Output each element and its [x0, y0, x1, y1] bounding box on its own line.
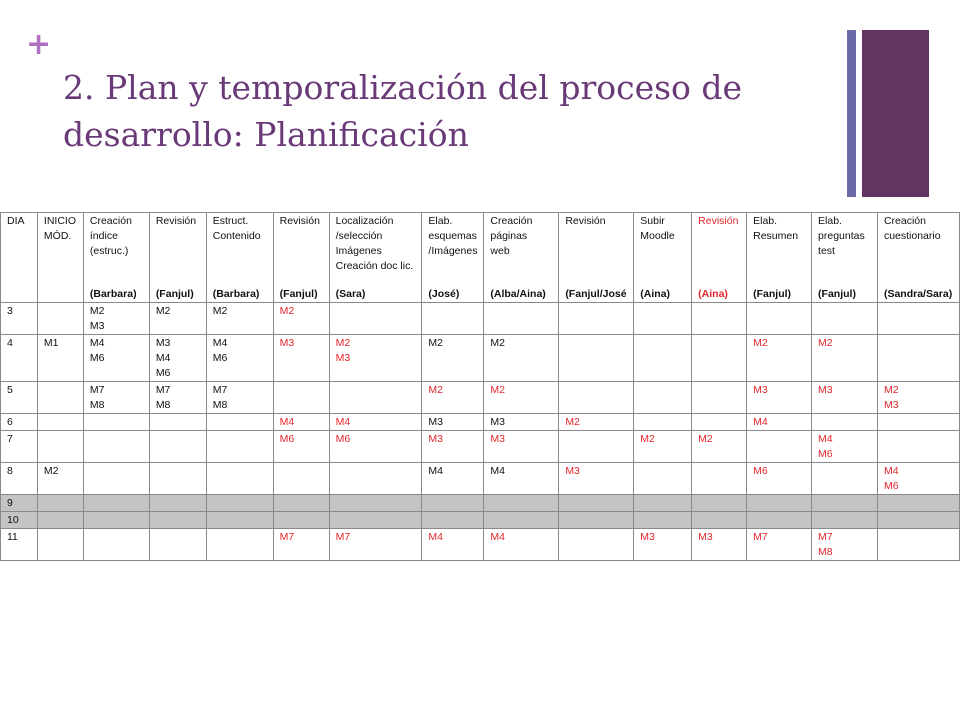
header-assignee: (Fanjul) — [279, 288, 318, 300]
table-cell — [559, 495, 634, 512]
table-cell — [692, 495, 747, 512]
table-cell — [747, 495, 812, 512]
day-cell: 9 — [1, 495, 38, 512]
header-assignee: (Barbara) — [89, 288, 137, 300]
table-cell — [692, 382, 747, 414]
table-cell — [812, 382, 878, 414]
table-cell — [559, 431, 634, 463]
table-cell — [747, 335, 812, 382]
module-label: M7 — [335, 531, 351, 543]
table-cell — [149, 463, 206, 495]
table-cell — [692, 303, 747, 335]
table-cell — [83, 512, 149, 529]
column-header — [83, 213, 149, 303]
column-header — [559, 213, 634, 303]
module-label: M2 — [490, 337, 505, 349]
table-cell — [877, 335, 959, 382]
table-cell — [812, 512, 878, 529]
table-cell — [877, 303, 959, 335]
table-cell — [83, 463, 149, 495]
module-label: M3 — [428, 416, 444, 428]
table-cell — [83, 529, 149, 561]
module-label: M3 — [490, 433, 505, 445]
table-cell — [329, 335, 422, 382]
column-header — [877, 213, 959, 303]
slide-title: 2. Plan y temporalización del proceso de desarrollo: Planificación — [63, 68, 743, 154]
header-text: /selección — [335, 230, 383, 242]
module-label: M6 — [155, 367, 171, 379]
table-cell — [273, 335, 329, 382]
module-label: M7 — [279, 531, 295, 543]
table-cell — [83, 335, 149, 382]
table-cell — [812, 335, 878, 382]
module-label: M4 — [428, 531, 444, 543]
table-cell — [329, 431, 422, 463]
table-cell — [877, 512, 959, 529]
table-cell — [37, 303, 83, 335]
table-cell — [747, 382, 812, 414]
module-label: M2 — [335, 337, 351, 349]
header-assignee: (Fanjul/José — [565, 288, 627, 300]
table-cell — [634, 529, 692, 561]
module-label: M3 — [883, 399, 899, 411]
table-cell — [149, 495, 206, 512]
header-text: Moodle — [640, 230, 675, 242]
table-cell — [422, 303, 484, 335]
table-cell — [747, 512, 812, 529]
header-assignee: (Fanjul) — [753, 288, 792, 300]
day-cell: 10 — [1, 512, 38, 529]
header-row — [1, 213, 960, 303]
header-assignee: (Sandra/Sara) — [883, 288, 953, 300]
header-assignee: (Fanjul) — [818, 288, 856, 300]
header-text: cuestionario — [883, 230, 941, 242]
header-text: Creación — [490, 215, 533, 227]
table-cell — [422, 463, 484, 495]
module-label: M3 — [818, 384, 833, 396]
table-cell — [329, 414, 422, 431]
table-cell — [206, 512, 273, 529]
table-cell — [634, 414, 692, 431]
table-cell — [149, 414, 206, 431]
module-label: M4 — [490, 531, 505, 543]
header-text: Resumen — [753, 230, 799, 242]
column-header — [747, 213, 812, 303]
column-header — [273, 213, 329, 303]
header-assignee: (Sara) — [335, 288, 366, 300]
module-label: M3 — [698, 531, 713, 543]
table-cell — [37, 512, 83, 529]
table-cell — [422, 431, 484, 463]
day-cell: 5 — [1, 382, 38, 414]
table-cell — [206, 303, 273, 335]
header-text: Revisión — [155, 215, 197, 227]
column-header — [1, 213, 38, 303]
header-text: Subir — [640, 215, 665, 227]
module-label: M8 — [212, 399, 228, 411]
table-cell — [634, 463, 692, 495]
module-label: M6 — [335, 433, 351, 445]
table-cell — [83, 414, 149, 431]
module-label: M6 — [818, 448, 833, 460]
table-cell — [273, 414, 329, 431]
module-label: M3 — [155, 337, 171, 349]
table-cell — [812, 495, 878, 512]
module-label: M3 — [428, 433, 444, 445]
plus-icon: + — [26, 27, 52, 62]
table-row — [1, 431, 960, 463]
module-label: M7 — [818, 531, 833, 543]
table-cell — [37, 335, 83, 382]
column-header — [812, 213, 878, 303]
table-row — [1, 303, 960, 335]
module-label: M3 — [89, 320, 105, 332]
module-label: M7 — [155, 384, 171, 396]
decorative-bar-thick — [862, 30, 929, 197]
module-label: M4 — [212, 337, 228, 349]
module-label: M2 — [428, 337, 444, 349]
table-cell — [329, 529, 422, 561]
table-cell — [206, 529, 273, 561]
table-cell — [273, 529, 329, 561]
day-cell: 8 — [1, 463, 38, 495]
table-cell — [149, 512, 206, 529]
header-text: Creación — [89, 215, 132, 227]
table-cell — [484, 431, 559, 463]
module-label: M8 — [89, 399, 105, 411]
column-header — [37, 213, 83, 303]
table-cell — [422, 382, 484, 414]
table-cell — [484, 529, 559, 561]
table-cell — [206, 414, 273, 431]
module-label: M4 — [818, 433, 833, 445]
header-text: Contenido — [212, 230, 261, 242]
header-text: MÓD. — [43, 230, 72, 242]
table-cell — [747, 463, 812, 495]
module-label: M2 — [698, 433, 713, 445]
table-cell — [422, 414, 484, 431]
table-cell — [559, 303, 634, 335]
table-cell — [273, 495, 329, 512]
day-cell: 6 — [1, 414, 38, 431]
table-cell — [634, 303, 692, 335]
module-label: M3 — [640, 531, 655, 543]
table-cell — [559, 335, 634, 382]
module-label: M2 — [753, 337, 768, 349]
header-text: (estruc.) — [89, 245, 129, 257]
header-text: Estruct. — [212, 215, 249, 227]
table-cell — [692, 431, 747, 463]
module-label: M2 — [43, 465, 59, 477]
table-cell — [37, 463, 83, 495]
module-label: M7 — [753, 531, 768, 543]
header-text: Imágenes — [335, 245, 382, 257]
table-cell — [559, 382, 634, 414]
module-label: M4 — [155, 352, 171, 364]
table-cell — [747, 529, 812, 561]
module-label: M4 — [883, 465, 899, 477]
table-cell — [559, 512, 634, 529]
table-cell — [747, 303, 812, 335]
module-label: M2 — [883, 384, 899, 396]
column-header — [329, 213, 422, 303]
header-text: Revisión — [698, 215, 739, 227]
table-cell — [747, 414, 812, 431]
module-label: M4 — [335, 416, 351, 428]
module-label: M6 — [883, 480, 899, 492]
header-assignee: (José) — [428, 288, 460, 300]
header-text: Creación doc lic. — [335, 260, 414, 272]
table-cell — [877, 529, 959, 561]
table-cell — [149, 335, 206, 382]
header-text: Localización — [335, 215, 394, 227]
table-cell — [37, 414, 83, 431]
module-label: M2 — [89, 305, 105, 317]
table-cell — [634, 335, 692, 382]
header-text: Elab. — [428, 215, 453, 227]
table-cell — [273, 382, 329, 414]
column-header — [634, 213, 692, 303]
table-cell — [484, 303, 559, 335]
table-cell — [877, 463, 959, 495]
module-label: M2 — [490, 384, 505, 396]
module-label: M2 — [212, 305, 228, 317]
table-cell — [877, 495, 959, 512]
table-cell — [149, 303, 206, 335]
header-text: web — [490, 245, 510, 257]
table-cell — [484, 463, 559, 495]
module-label: M4 — [428, 465, 444, 477]
column-header — [206, 213, 273, 303]
module-label: M2 — [565, 416, 580, 428]
header-assignee: (Alba/Aina) — [490, 288, 546, 300]
module-label: M3 — [753, 384, 768, 396]
table-row — [1, 512, 960, 529]
module-label: M7 — [212, 384, 228, 396]
table-cell — [634, 495, 692, 512]
table-cell — [206, 463, 273, 495]
table-cell — [273, 431, 329, 463]
table-cell — [692, 414, 747, 431]
module-label: M4 — [279, 416, 295, 428]
module-label: M4 — [89, 337, 105, 349]
table-cell — [484, 382, 559, 414]
table-cell — [206, 382, 273, 414]
module-label: M3 — [565, 465, 580, 477]
planning-table — [0, 212, 960, 561]
column-header — [692, 213, 747, 303]
module-label: M1 — [43, 337, 59, 349]
table-row — [1, 529, 960, 561]
table-cell — [422, 512, 484, 529]
decorative-bar-thin — [847, 30, 856, 197]
table-cell — [484, 335, 559, 382]
table-cell — [812, 303, 878, 335]
table-cell — [422, 495, 484, 512]
table-cell — [692, 335, 747, 382]
table-cell — [484, 495, 559, 512]
table-row — [1, 495, 960, 512]
header-text: índice — [89, 230, 118, 242]
table-cell — [692, 512, 747, 529]
table-cell — [329, 495, 422, 512]
module-label: M3 — [490, 416, 505, 428]
table-cell — [273, 512, 329, 529]
table-cell — [37, 382, 83, 414]
table-cell — [37, 495, 83, 512]
column-header — [484, 213, 559, 303]
module-label: M3 — [279, 337, 295, 349]
table-cell — [812, 529, 878, 561]
header-text: Creación — [883, 215, 926, 227]
table-cell — [559, 463, 634, 495]
header-text: INICIO — [43, 215, 77, 227]
table-cell — [83, 303, 149, 335]
table-cell — [747, 431, 812, 463]
header-assignee — [44, 287, 80, 302]
header-assignee: (Aina) — [698, 288, 728, 300]
header-text: DIA — [7, 215, 25, 227]
table-cell — [634, 512, 692, 529]
table-cell — [149, 529, 206, 561]
module-label: M6 — [212, 352, 228, 364]
day-cell: 3 — [1, 303, 38, 335]
table-cell — [206, 495, 273, 512]
header-assignee: (Barbara) — [212, 288, 260, 300]
table-cell — [422, 529, 484, 561]
header-assignee: (Fanjul) — [155, 288, 194, 300]
table-cell — [634, 431, 692, 463]
table-row — [1, 463, 960, 495]
header-text: Revisión — [565, 215, 606, 227]
day-cell: 7 — [1, 431, 38, 463]
table-cell — [877, 431, 959, 463]
header-text: Revisión — [279, 215, 320, 227]
module-label: M2 — [428, 384, 444, 396]
table-cell — [329, 303, 422, 335]
module-label: M2 — [640, 433, 655, 445]
column-header — [422, 213, 484, 303]
header-text: páginas — [490, 230, 528, 242]
module-label: M2 — [279, 305, 295, 317]
module-label: M3 — [335, 352, 351, 364]
table-cell — [812, 463, 878, 495]
day-cell: 11 — [1, 529, 38, 561]
table-cell — [37, 529, 83, 561]
column-header — [149, 213, 206, 303]
table-cell — [329, 512, 422, 529]
module-label: M2 — [155, 305, 171, 317]
day-cell: 4 — [1, 335, 38, 382]
table-cell — [692, 463, 747, 495]
module-label: M8 — [818, 546, 833, 558]
header-text: test — [818, 245, 835, 257]
table-cell — [83, 431, 149, 463]
header-assignee: (Aina) — [640, 288, 671, 300]
table-cell — [559, 414, 634, 431]
header-assignee — [7, 287, 34, 302]
module-label: M4 — [490, 465, 505, 477]
planning-table-image — [0, 212, 960, 558]
table-cell — [692, 529, 747, 561]
module-label: M4 — [753, 416, 768, 428]
table-cell — [484, 414, 559, 431]
module-label: M6 — [89, 352, 105, 364]
header-text: /Imágenes — [428, 245, 478, 257]
table-cell — [273, 303, 329, 335]
table-cell — [83, 495, 149, 512]
header-text: Elab. — [753, 215, 778, 227]
table-cell — [559, 529, 634, 561]
table-cell — [877, 414, 959, 431]
header-text: preguntas — [818, 230, 865, 242]
table-cell — [877, 382, 959, 414]
table-cell — [422, 335, 484, 382]
table-row — [1, 335, 960, 382]
table-cell — [206, 431, 273, 463]
table-cell — [149, 431, 206, 463]
table-cell — [329, 382, 422, 414]
header-text: esquemas — [428, 230, 477, 242]
table-cell — [273, 463, 329, 495]
table-cell — [812, 414, 878, 431]
table-cell — [329, 463, 422, 495]
module-label: M6 — [279, 433, 295, 445]
table-cell — [634, 382, 692, 414]
module-label: M8 — [155, 399, 171, 411]
table-row — [1, 382, 960, 414]
table-row — [1, 414, 960, 431]
module-label: M7 — [89, 384, 105, 396]
table-cell — [206, 335, 273, 382]
module-label: M6 — [753, 465, 768, 477]
table-cell — [149, 382, 206, 414]
module-label: M2 — [818, 337, 833, 349]
table-cell — [484, 512, 559, 529]
table-cell — [83, 382, 149, 414]
table-cell — [812, 431, 878, 463]
table-cell — [37, 431, 83, 463]
header-text: Elab. — [818, 215, 842, 227]
